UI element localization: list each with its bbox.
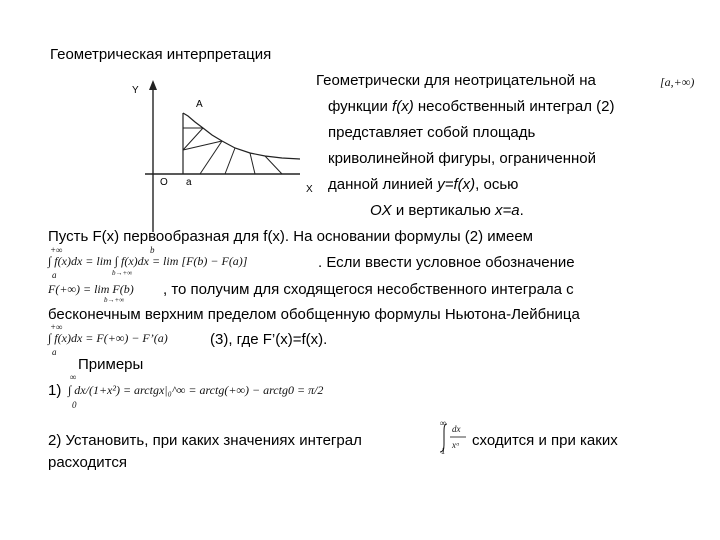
origin-label: O <box>160 177 168 188</box>
desc-line5-a: данной линией <box>328 176 438 193</box>
interval-formula: [a,+∞) <box>660 75 695 89</box>
formula3: ∫ f(x)dx = F(+∞) − F’(a) <box>48 331 168 345</box>
desc-line1: Геометрически для неотрицательной на <box>316 72 596 89</box>
desc-line6-c: . <box>519 202 524 219</box>
desc-line6-b: и вертикалью <box>391 202 496 219</box>
desc-line6-x: x=a <box>495 202 520 219</box>
formula1-upper: +∞ <box>50 245 63 255</box>
body-line4: бесконечным верхним пределом обобщенную формулы Ньютона-Лейбница <box>48 306 580 323</box>
desc-line3: представляет собой площадь <box>328 124 536 141</box>
example2-upper: ∞ <box>440 418 447 428</box>
axis-y-label: Y <box>132 85 139 96</box>
formula3-lower: a <box>52 347 57 357</box>
body-line3: , то получим для сходящегося несобственного интеграла с <box>163 281 574 298</box>
point-a-label: a <box>186 177 192 188</box>
example2-text-c: расходится <box>48 454 127 471</box>
page-title: Геометрическая интерпретация <box>50 46 272 63</box>
example2-text: 2) Установить, при каких значениях интеграл <box>48 432 362 449</box>
formula1-upper-b: b <box>150 245 155 255</box>
desc-line5-b: , осью <box>475 176 519 193</box>
formula3-upper: +∞ <box>50 322 63 332</box>
example1-formula: ∫ dx/(1+x²) = arctgx|₀^∞ = arctg(+∞) − arctg0 = π/2 <box>68 383 324 397</box>
desc-line2-fx: f(x) <box>392 98 414 115</box>
formula1-lim: b→+∞ <box>112 269 133 277</box>
example2-text-b: сходится и при каких <box>472 432 618 449</box>
example2-lower: 1 <box>441 446 446 456</box>
body-line5: (3), где F’(x)=f(x). <box>210 331 328 348</box>
formula2-lim: b→+∞ <box>104 296 125 304</box>
example2-integral-den: xᵅ <box>452 440 460 450</box>
body-line1: Пусть F(x) первообразная для f(x). На основании формулы (2) имеем <box>48 228 533 245</box>
desc-line2-a: функции <box>328 98 393 115</box>
formula2: F(+∞) = lim F(b) <box>48 282 134 296</box>
desc-line5-y: y=f(x) <box>437 176 476 193</box>
body-line2: . Если ввести условное обозначение <box>318 254 575 271</box>
example2-integral-num: dx <box>452 424 461 434</box>
desc-line4: криволинейной фигуры, ограниченной <box>328 150 596 167</box>
desc-line6-ox: OX <box>370 202 392 219</box>
example1-upper: ∞ <box>70 372 77 382</box>
formula1: ∫ f(x)dx = lim ∫ f(x)dx = lim [F(b) − F(a)] <box>48 254 248 268</box>
example1-lower: 0 <box>72 400 77 410</box>
point-A-label: A <box>196 99 203 110</box>
desc-line2-b: несобственный интеграл (2) <box>413 98 615 115</box>
axis-x-label: X <box>306 184 313 195</box>
example1-number: 1) <box>48 382 62 399</box>
formula1-lower: a <box>52 270 57 280</box>
examples-title: Примеры <box>78 356 144 373</box>
